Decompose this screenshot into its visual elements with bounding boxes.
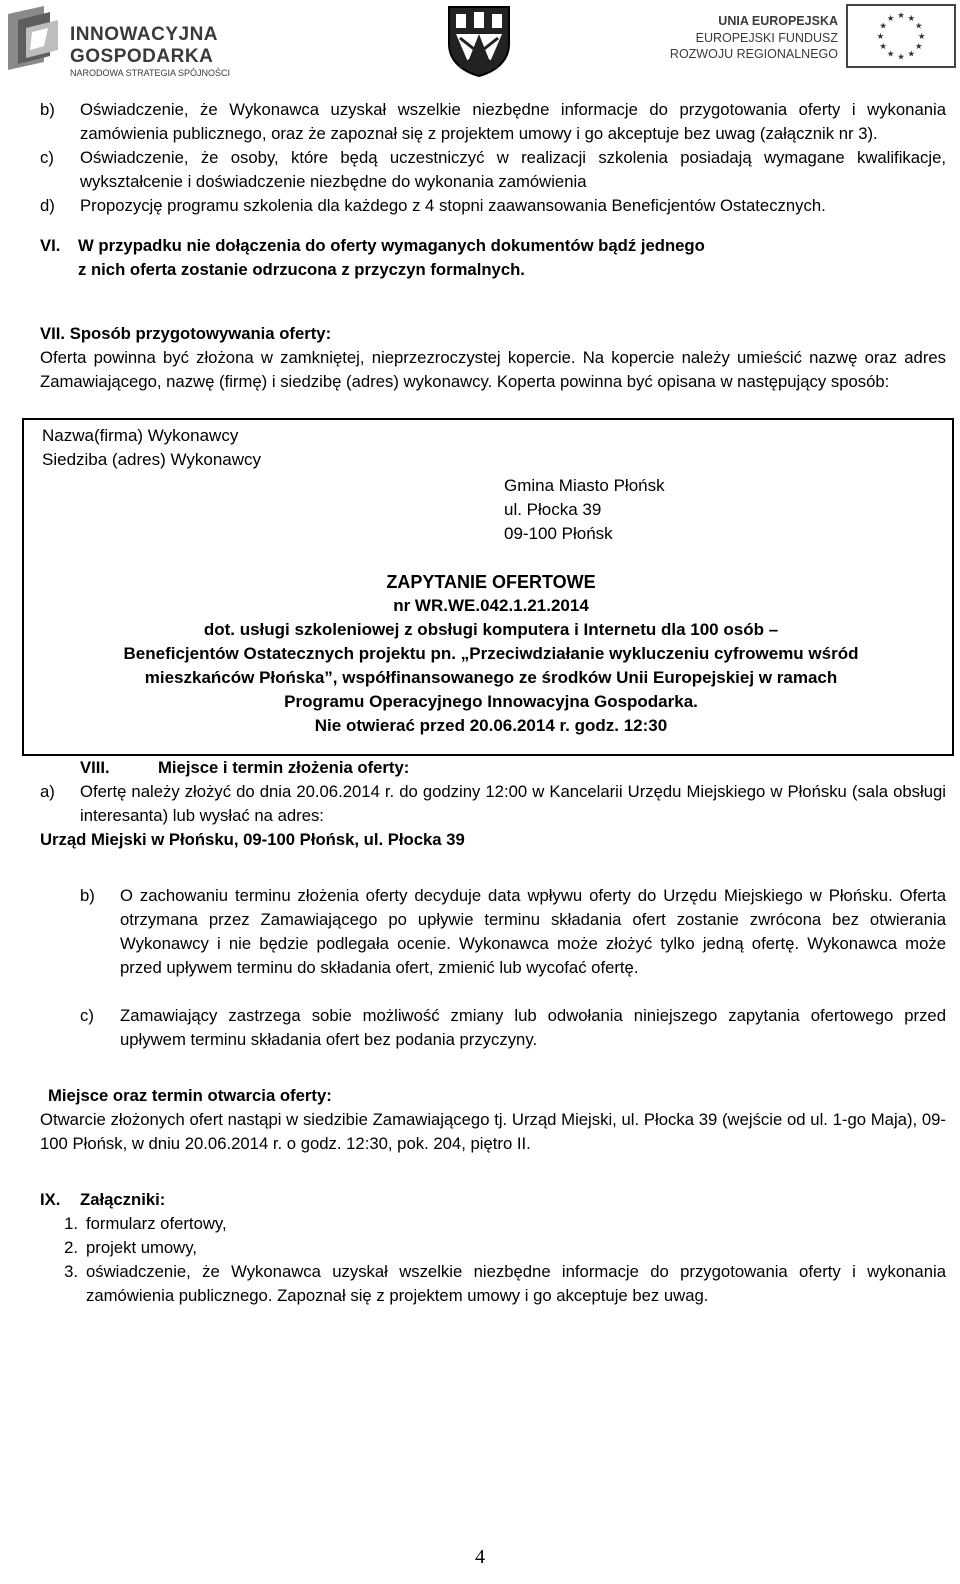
envelope-desc-line2: Beneficjentów Ostatecznych projektu pn. „Przeciwdziałanie wykluczeniu cyfrowemu wśród — [123, 644, 859, 663]
eu-logo-line2: EUROPEJSKI FUNDUSZ — [695, 31, 838, 45]
page-number: 4 — [475, 1546, 485, 1568]
svg-text:★: ★ — [879, 20, 887, 31]
section-number: VIII. — [80, 758, 110, 777]
envelope-template — [22, 418, 954, 756]
item-text: Oświadczenie, że osoby, które będą uczestniczyć w realizacji szkolenia posiadają wymagane kwalifikacje, wykształcenie i doświadczenie niezbędne do wykonania zamówienia — [80, 148, 946, 191]
attachment-text: formularz ofertowy, — [86, 1214, 227, 1233]
envelope-number: nr WR.WE.042.1.21.2014 — [393, 596, 589, 615]
svg-text:★: ★ — [907, 48, 916, 59]
envelope-desc-line3: mieszkańców Płońska”, współfinansowanego ze środków Unii Europejskiej w ramach — [144, 668, 838, 687]
svg-text:★: ★ — [876, 30, 885, 41]
svg-text:★: ★ — [886, 48, 895, 59]
attachment-item — [40, 1212, 946, 1236]
opening-text: Otwarcie złożonych ofert nastąpi w siedzibie Zamawiającego tj. Urząd Miejski, ul. Płocka 39 (wejście od ul. 1-go Maja), 09-100 Płońsk, w dniu 20.06.2014 r. o godz. 12:30, pok. 204, piętro II. — [40, 1110, 946, 1153]
eu-flag-icon — [846, 4, 956, 68]
eu-fund-logo — [670, 4, 956, 70]
attachment-item — [40, 1236, 946, 1260]
section-vii-text: Oferta powinna być złożona w zamkniętej, nieprzezroczystej kopercie. Na kopercie należy umieścić nazwę oraz adres Zamawiającego, nazwę (firmę) i siedzibę (adres) wykonawcy. Koperta powinna być opisana w następujący sposób: — [40, 348, 946, 391]
section-number: IX. — [40, 1190, 61, 1209]
section-number: VII. — [40, 324, 66, 343]
list-item — [40, 884, 946, 980]
submission-address: Urząd Miejski w Płońsku, 09-100 Płońsk, ul. Płocka 39 — [40, 830, 465, 849]
section-vi — [40, 234, 946, 282]
list-item — [40, 780, 946, 828]
envelope-sender-address: Siedziba (adres) Wykonawcy — [42, 450, 262, 469]
item-text: Oświadczenie, że Wykonawca uzyskał wszelkie niezbędne informacje do przygotowania oferty i wykonania zamówienia publicznego, oraz że zapoznał się z projektem umowy i go akceptuje bez uwag (załącznik nr 3). — [80, 100, 946, 143]
section-vii-heading — [40, 322, 946, 346]
ig-logo-mark-icon — [4, 6, 62, 76]
section-vi-line2: z nich oferta zostanie odrzucona z przyczyn formalnych. — [78, 260, 525, 279]
recipient-line2: ul. Płocka 39 — [504, 500, 602, 519]
attachment-text: projekt umowy, — [86, 1238, 197, 1257]
attachment-number: 3. — [64, 1262, 78, 1281]
town-crest-icon — [446, 4, 512, 78]
svg-text:★: ★ — [917, 30, 926, 41]
attachment-number: 2. — [64, 1238, 78, 1257]
section-title: Załączniki: — [80, 1190, 166, 1209]
svg-text:★: ★ — [907, 13, 916, 24]
list-item — [40, 146, 946, 194]
attachment-number: 1. — [64, 1214, 78, 1233]
envelope-desc-line1: dot. usługi szkoleniowej z obsługi komputera i Internetu dla 100 osób – — [203, 620, 779, 639]
opening-heading: Miejsce oraz termin otwarcia oferty: — [48, 1086, 332, 1105]
section-title: Miejsce i termin złożenia oferty: — [158, 758, 410, 777]
eu-logo-line3: ROZWOJU REGIONALNEGO — [669, 47, 838, 61]
section-vi-line1: W przypadku nie dołączenia do oferty wymaganych dokumentów bądź jednego — [78, 236, 705, 255]
list-item — [40, 194, 946, 218]
innowacyjna-gospodarka-logo — [4, 4, 244, 78]
recipient-line3: 09-100 Płońsk — [504, 524, 613, 543]
section-number: VI. — [40, 236, 61, 255]
svg-text:★: ★ — [897, 51, 905, 62]
attachment-text: oświadczenie, że Wykonawca uzyskał wszelkie niezbędne informacje do przygotowania oferty i wykonania zamówienia publicznego. Zapoznał się z projektem umowy i go akceptuje bez uwag. — [86, 1262, 946, 1305]
item-label: a) — [40, 782, 55, 801]
ig-logo-line1: INNOWACYJNA — [70, 24, 219, 45]
item-text: O zachowaniu terminu złożenia oferty decyduje data wpływu oferty do Urzędu Miejskiego w Płońsku. Oferta otrzymana przez Zamawiającego po upływie terminu składania ofert zostanie zwrócona bez otwierania Wykonawcy i nie będzie podlegała ocenie. Wykonawca może złożyć tylko jedną ofertę. Wykonawca może przed upływem terminu do składania ofert, zmienić lub wycofać ofertę. — [120, 886, 946, 977]
attachment-item — [40, 1260, 946, 1308]
item-label: c) — [40, 148, 54, 167]
document-body — [40, 98, 946, 1308]
section-title: Sposób przygotowywania oferty: — [69, 324, 332, 343]
section-ix-heading — [40, 1188, 946, 1212]
item-text: Ofertę należy złożyć do dnia 20.06.2014 r. do godziny 12:00 w Kancelarii Urzędu Miejskiego w Płońsku (sala obsługi interesanta) lub wysłać na adres: — [80, 782, 946, 825]
item-label: d) — [40, 196, 55, 215]
envelope-title: ZAPYTANIE OFERTOWE — [386, 572, 596, 592]
item-label: c) — [80, 1006, 94, 1025]
section-viii-heading — [40, 756, 946, 780]
envelope-sender-name: Nazwa(firma) Wykonawcy — [42, 426, 239, 445]
svg-text:★: ★ — [915, 41, 923, 52]
eu-logo-line1: UNIA EUROPEJSKA — [718, 14, 838, 28]
item-label: b) — [40, 100, 55, 119]
svg-text:★: ★ — [897, 10, 905, 21]
item-label: b) — [80, 886, 95, 905]
item-text: Propozycję programu szkolenia dla każdego z 4 stopni zaawansowania Beneficjentów Ostatecznych. — [80, 196, 826, 215]
svg-text:★: ★ — [879, 41, 887, 52]
svg-text:★: ★ — [886, 13, 895, 24]
item-text: Zamawiający zastrzega sobie możliwość zmiany lub odwołania niniejszego zapytania ofertowego przed upływem terminu składania ofert bez podania przyczyny. — [120, 1006, 946, 1049]
ig-logo-line3: NARODOWA STRATEGIA SPÓJNOŚCI — [70, 68, 231, 78]
recipient-line1: Gmina Miasto Płońsk — [504, 476, 665, 495]
list-item — [40, 1004, 946, 1052]
envelope-desc-line4: Programu Operacyjnego Innowacyjna Gospodarka. — [284, 692, 698, 711]
ig-logo-line2: GOSPODARKA — [70, 46, 214, 67]
list-item — [40, 98, 946, 146]
envelope-recipient — [42, 474, 940, 546]
svg-text:★: ★ — [915, 20, 923, 31]
envelope-notice: Nie otwierać przed 20.06.2014 r. godz. 12:30 — [314, 716, 668, 735]
page-header — [0, 0, 960, 84]
